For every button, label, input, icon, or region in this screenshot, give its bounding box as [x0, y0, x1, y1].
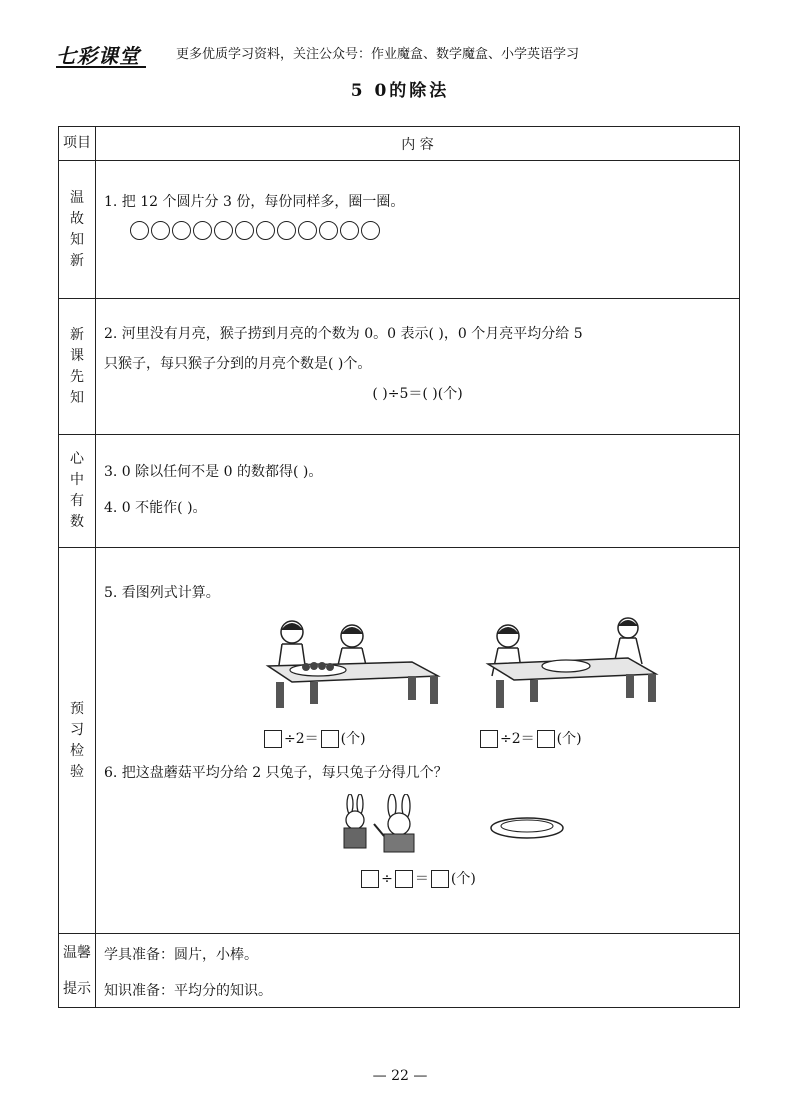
question-5: 5. 看图列式计算。 [104, 585, 220, 601]
round-chip-circle[interactable] [298, 221, 317, 240]
answer-box[interactable] [480, 730, 498, 748]
round-chip-circle[interactable] [130, 221, 149, 240]
kids-mushroom-plate-picture [262, 614, 452, 714]
section-tips [96, 934, 740, 1008]
answer-box[interactable] [361, 870, 379, 888]
question-5-pictures [104, 614, 731, 726]
tip-materials: 学具准备：圆片，小棒。 [104, 947, 258, 963]
equation-left: ÷2＝ (个) [262, 728, 366, 748]
page-title: 5 0的除法 [350, 81, 450, 101]
column-label-header: 项目 [59, 127, 96, 161]
header-note: 更多优质学习资料，关注公众号：作业魔盒、数学魔盒、小学英语学习 [176, 47, 580, 62]
question-6-equation: ÷ ＝ (个) [104, 868, 731, 888]
round-chip-circle[interactable] [151, 221, 170, 240]
round-chip-circle[interactable] [214, 221, 233, 240]
logo: 七彩课堂 [56, 44, 140, 68]
answer-box[interactable] [321, 730, 339, 748]
question-5-equations [104, 726, 731, 754]
question-3: 3. 0 除以任何不是 0 的数都得( )。 [104, 464, 323, 480]
answer-box[interactable] [395, 870, 413, 888]
answer-box[interactable] [537, 730, 555, 748]
page-header [56, 40, 756, 70]
empty-plate-picture [488, 814, 566, 844]
answer-box[interactable] [431, 870, 449, 888]
question-2-line-1: 2. 河里没有月亮，猴子捞到月亮的个数为 0。0 表示( )，0 个月亮平均分给 5 [104, 326, 583, 342]
equation-right: ÷2＝ (个) [478, 728, 582, 748]
round-chip-circle[interactable] [277, 221, 296, 240]
question-1: 1. 把 12 个圆片分 3 份，每份同样多，圈一圈。 [104, 194, 405, 210]
section-check [96, 435, 740, 548]
round-chip-circle[interactable] [193, 221, 212, 240]
section-practice [96, 548, 740, 934]
question-4: 4. 0 不能作( )。 [104, 500, 207, 516]
question-2-equation: ( )÷5＝( )(个) [372, 386, 463, 402]
question-6: 6. 把这盘蘑菇平均分给 2 只兔子，每只兔子分得几个？ [104, 765, 448, 781]
tip-knowledge: 知识准备：平均分的知识。 [104, 983, 272, 999]
round-chip-circle[interactable] [172, 221, 191, 240]
section-label-tips: 温馨 提示 [59, 934, 96, 1008]
rabbits-picture [336, 794, 424, 854]
round-chip-circle[interactable] [361, 221, 380, 240]
round-chip-circle[interactable] [235, 221, 254, 240]
page-number: — 22 — [372, 1068, 428, 1084]
section-review [96, 161, 740, 299]
section-label-preview: 新课先知 [59, 299, 96, 435]
section-label-practice: 预习检验 [59, 548, 96, 934]
circle-row [130, 221, 731, 240]
round-chip-circle[interactable] [340, 221, 359, 240]
worksheet-table [58, 126, 740, 1008]
question-6-picture [104, 794, 731, 860]
logo-underline [56, 66, 146, 68]
round-chip-circle[interactable] [319, 221, 338, 240]
round-chip-circle[interactable] [256, 221, 275, 240]
section-label-check: 心中有数 [59, 435, 96, 548]
question-2-line-2: 只猴子，每只猴子分到的月亮个数是( )个。 [104, 356, 372, 372]
kids-empty-plate-picture [478, 614, 668, 714]
section-label-review: 温故知新 [59, 161, 96, 299]
column-content-header: 内 容 [96, 127, 740, 161]
section-preview [96, 299, 740, 435]
answer-box[interactable] [264, 730, 282, 748]
